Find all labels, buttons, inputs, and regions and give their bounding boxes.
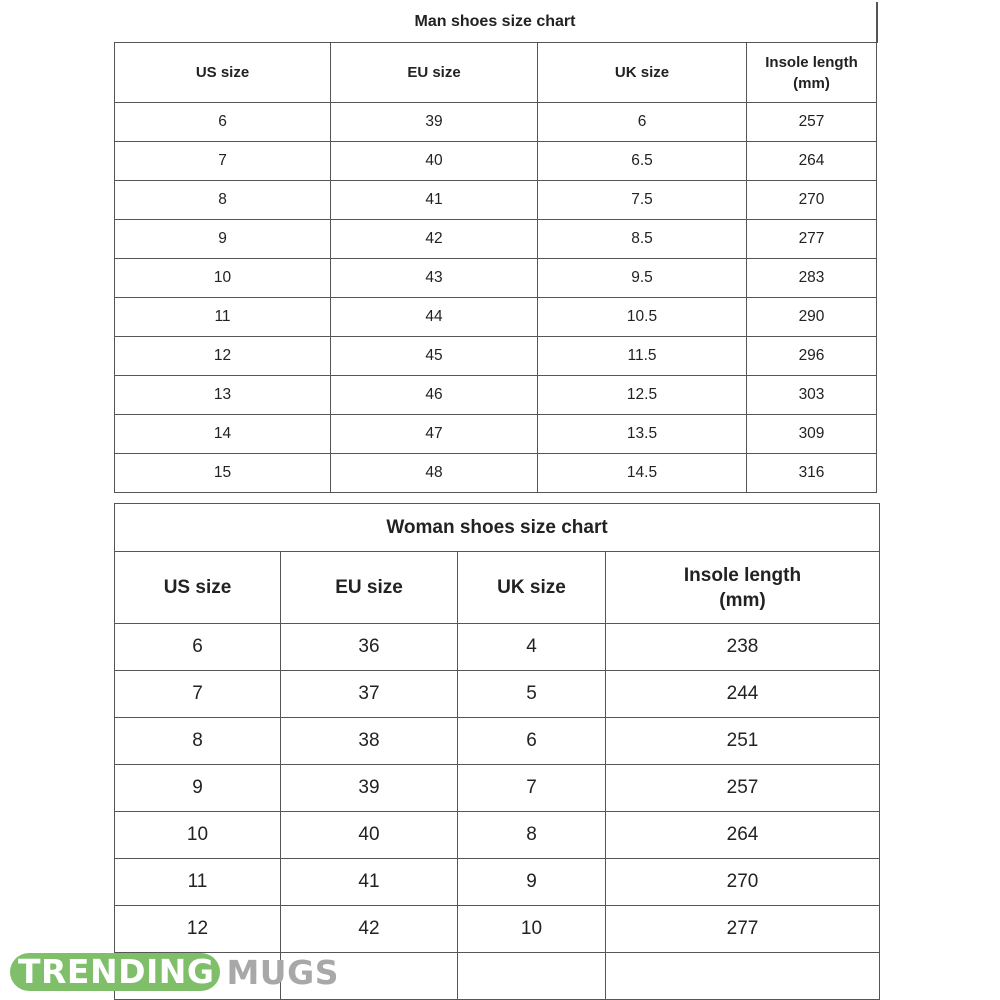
man-cell-uk: 9.5 xyxy=(538,259,747,298)
man-cell-eu: 43 xyxy=(331,259,538,298)
man-cell-eu: 48 xyxy=(331,454,538,493)
woman-header-eu: EU size xyxy=(281,552,458,624)
woman-header-row xyxy=(115,552,880,624)
man-cell-us: 6 xyxy=(115,103,331,142)
woman-cell-insole: 270 xyxy=(606,859,880,906)
man-cell-us: 10 xyxy=(115,259,331,298)
man-cell-eu: 47 xyxy=(331,415,538,454)
woman-cell-eu: 39 xyxy=(281,765,458,812)
man-cell-insole: 264 xyxy=(747,142,877,181)
woman-table-row xyxy=(115,671,880,718)
woman-cell-us: 11 xyxy=(115,859,281,906)
woman-cell-uk: 7 xyxy=(458,765,606,812)
man-cell-insole: 270 xyxy=(747,181,877,220)
woman-cell-uk: 8 xyxy=(458,812,606,859)
woman-cell-eu: 40 xyxy=(281,812,458,859)
man-cell-eu: 45 xyxy=(331,337,538,376)
man-table-body xyxy=(115,103,877,493)
man-cell-eu: 44 xyxy=(331,298,538,337)
woman-cell-uk: 10 xyxy=(458,906,606,953)
watermark-mugs-text: MUGS xyxy=(226,952,339,992)
woman-header-us: US size xyxy=(115,552,281,624)
woman-cell-insole: 244 xyxy=(606,671,880,718)
woman-cell-eu: 42 xyxy=(281,906,458,953)
woman-cell-us: 6 xyxy=(115,624,281,671)
man-table-row xyxy=(115,259,877,298)
man-cell-insole: 309 xyxy=(747,415,877,454)
man-cell-uk: 6 xyxy=(538,103,747,142)
woman-cell-insole: 257 xyxy=(606,765,880,812)
man-table-row xyxy=(115,376,877,415)
woman-cell-eu: 41 xyxy=(281,859,458,906)
man-table-row xyxy=(115,181,877,220)
man-cell-uk: 14.5 xyxy=(538,454,747,493)
man-table-row xyxy=(115,142,877,181)
man-cell-us: 15 xyxy=(115,454,331,493)
man-header-eu: EU size xyxy=(331,43,538,103)
woman-table-row xyxy=(115,859,880,906)
woman-cell-eu: 38 xyxy=(281,718,458,765)
man-size-chart-table xyxy=(114,2,878,493)
woman-cell-us: 10 xyxy=(115,812,281,859)
man-cell-insole: 277 xyxy=(747,220,877,259)
man-cell-uk: 10.5 xyxy=(538,298,747,337)
man-cell-uk: 6.5 xyxy=(538,142,747,181)
man-cell-us: 8 xyxy=(115,181,331,220)
man-cell-eu: 40 xyxy=(331,142,538,181)
man-cell-uk: 12.5 xyxy=(538,376,747,415)
woman-chart-title: Woman shoes size chart xyxy=(115,504,880,552)
woman-cell-eu: 36 xyxy=(281,624,458,671)
man-cell-insole: 283 xyxy=(747,259,877,298)
man-table-row xyxy=(115,337,877,376)
man-cell-us: 13 xyxy=(115,376,331,415)
woman-table-row xyxy=(115,624,880,671)
woman-cell-insole: 251 xyxy=(606,718,880,765)
man-table-row xyxy=(115,454,877,493)
man-cell-uk: 11.5 xyxy=(538,337,747,376)
woman-cell-eu: 37 xyxy=(281,671,458,718)
man-table-row xyxy=(115,415,877,454)
man-table-row xyxy=(115,103,877,142)
woman-table-row xyxy=(115,906,880,953)
man-cell-us: 7 xyxy=(115,142,331,181)
woman-header-insole: Insole length (mm) xyxy=(606,552,880,624)
woman-cell-uk: 4 xyxy=(458,624,606,671)
woman-size-chart-table xyxy=(114,503,880,1000)
trending-mugs-watermark xyxy=(10,953,339,991)
woman-cell-us: 9 xyxy=(115,765,281,812)
woman-cell-insole: 277 xyxy=(606,906,880,953)
woman-cell-us: 7 xyxy=(115,671,281,718)
woman-cell-uk: 9 xyxy=(458,859,606,906)
man-cell-insole: 257 xyxy=(747,103,877,142)
woman-cell-uk: 6 xyxy=(458,718,606,765)
man-cell-uk: 8.5 xyxy=(538,220,747,259)
man-header-row xyxy=(115,43,877,103)
man-cell-uk: 7.5 xyxy=(538,181,747,220)
woman-cell-insole: 238 xyxy=(606,624,880,671)
man-cell-insole: 290 xyxy=(747,298,877,337)
man-header-insole: Insole length (mm) xyxy=(747,43,877,103)
man-cell-uk: 13.5 xyxy=(538,415,747,454)
man-cell-us: 9 xyxy=(115,220,331,259)
man-table-row xyxy=(115,220,877,259)
watermark-trending-text: TRENDING xyxy=(10,953,220,991)
man-chart-title: Man shoes size chart xyxy=(115,2,877,43)
man-cell-eu: 39 xyxy=(331,103,538,142)
woman-table-row xyxy=(115,765,880,812)
man-cell-eu: 42 xyxy=(331,220,538,259)
man-cell-us: 12 xyxy=(115,337,331,376)
woman-cell-us: 8 xyxy=(115,718,281,765)
man-table-row xyxy=(115,298,877,337)
woman-cell-insole xyxy=(606,953,880,1000)
man-cell-insole: 316 xyxy=(747,454,877,493)
man-cell-eu: 41 xyxy=(331,181,538,220)
man-cell-eu: 46 xyxy=(331,376,538,415)
man-cell-insole: 296 xyxy=(747,337,877,376)
woman-table-row xyxy=(115,812,880,859)
man-cell-insole: 303 xyxy=(747,376,877,415)
man-cell-us: 14 xyxy=(115,415,331,454)
man-header-us: US size xyxy=(115,43,331,103)
woman-header-uk: UK size xyxy=(458,552,606,624)
woman-cell-insole: 264 xyxy=(606,812,880,859)
woman-cell-uk xyxy=(458,953,606,1000)
man-cell-us: 11 xyxy=(115,298,331,337)
man-header-uk: UK size xyxy=(538,43,747,103)
woman-cell-us: 12 xyxy=(115,906,281,953)
woman-cell-uk: 5 xyxy=(458,671,606,718)
woman-table-body xyxy=(115,624,880,1000)
woman-table-row xyxy=(115,718,880,765)
